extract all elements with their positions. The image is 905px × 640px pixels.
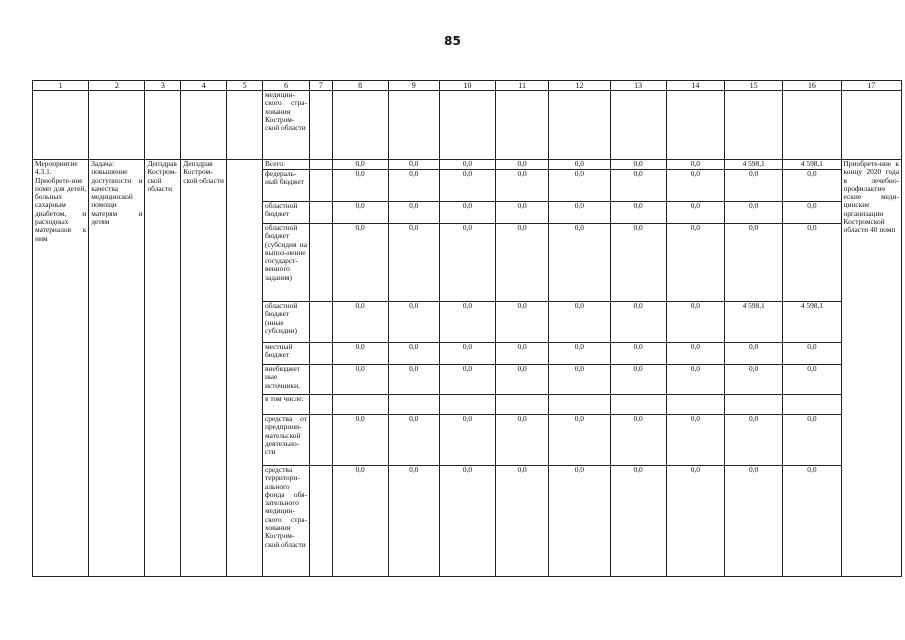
column-header: 9 xyxy=(388,81,439,91)
page-number: 85 xyxy=(444,34,461,48)
empty-cell xyxy=(725,91,783,160)
column-header: 6 xyxy=(263,81,310,91)
value-cell: 0,0 xyxy=(610,160,666,170)
empty-cell xyxy=(439,91,495,160)
value-cell: 0,0 xyxy=(610,365,666,395)
value-cell: 0,0 xyxy=(549,224,610,302)
budget-table xyxy=(32,80,902,577)
value-cell: 0,0 xyxy=(666,160,724,170)
value-cell: 0,0 xyxy=(725,466,783,577)
value-cell: 0,0 xyxy=(549,365,610,395)
value-cell: 0,0 xyxy=(496,170,549,202)
value-cell: 0,0 xyxy=(610,202,666,224)
empty-cell xyxy=(310,224,332,302)
value-cell: 0,0 xyxy=(549,170,610,202)
value-cell: 0,0 xyxy=(332,160,388,170)
value-cell: 0,0 xyxy=(666,302,724,343)
measure-name-cell: Мероприятие 4.3.1. Приобрете-ние помп для детей, больных сахарным диабетом, и расходных материалов к ним xyxy=(33,160,89,577)
source-cell: средства территори-ального фонда обя-зательного медицин-ского стра-хования Костром-ской области xyxy=(263,466,310,577)
source-cell: федераль-ный бюджет xyxy=(263,170,310,202)
value-cell xyxy=(496,395,549,415)
column-header: 13 xyxy=(610,81,666,91)
value-cell: 0,0 xyxy=(610,224,666,302)
executor-cell: Депздрав Костром-ской области xyxy=(181,160,227,577)
table-row xyxy=(33,160,902,170)
empty-cell xyxy=(841,91,901,160)
value-cell: 0,0 xyxy=(439,343,495,365)
empty-cell xyxy=(89,91,145,160)
value-cell: 0,0 xyxy=(549,415,610,466)
empty-cell xyxy=(227,91,263,160)
value-cell: 0,0 xyxy=(332,224,388,302)
value-cell: 0,0 xyxy=(610,170,666,202)
empty-cell xyxy=(332,91,388,160)
column-header: 4 xyxy=(181,81,227,91)
empty-cell xyxy=(549,91,610,160)
value-cell: 0,0 xyxy=(439,415,495,466)
value-cell: 0,0 xyxy=(332,302,388,343)
value-cell: 0,0 xyxy=(332,365,388,395)
empty-cell xyxy=(310,415,332,466)
source-cell: областной бюджет (субсидия на выпол-нение государст-венного задания) xyxy=(263,224,310,302)
value-cell: 0,0 xyxy=(610,466,666,577)
value-cell: 0,0 xyxy=(783,365,841,395)
column-header: 14 xyxy=(666,81,724,91)
value-cell: 0,0 xyxy=(496,343,549,365)
value-cell: 0,0 xyxy=(388,466,439,577)
empty-cell xyxy=(310,160,332,170)
empty-cell xyxy=(227,160,263,577)
value-cell: 0,0 xyxy=(783,466,841,577)
value-cell: 0,0 xyxy=(439,365,495,395)
empty-cell xyxy=(33,91,89,160)
empty-cell xyxy=(310,466,332,577)
empty-cell xyxy=(388,91,439,160)
empty-cell xyxy=(310,395,332,415)
value-cell xyxy=(332,395,388,415)
source-cell: в том числе: xyxy=(263,395,310,415)
value-cell: 0,0 xyxy=(496,202,549,224)
task-cell: Задача: повышение доступности и качества медицинской помощи матерям и детям xyxy=(89,160,145,577)
table-body xyxy=(33,81,902,577)
value-cell: 0,0 xyxy=(388,224,439,302)
empty-cell xyxy=(310,302,332,343)
column-header: 7 xyxy=(310,81,332,91)
empty-cell xyxy=(783,91,841,160)
value-cell: 4 598,1 xyxy=(725,302,783,343)
column-header: 8 xyxy=(332,81,388,91)
source-cell: областной бюджет xyxy=(263,202,310,224)
value-cell: 0,0 xyxy=(332,170,388,202)
value-cell xyxy=(725,395,783,415)
column-header: 10 xyxy=(439,81,495,91)
empty-cell xyxy=(181,91,227,160)
value-cell xyxy=(666,395,724,415)
value-cell: 0,0 xyxy=(549,160,610,170)
column-header: 16 xyxy=(783,81,841,91)
value-cell: 0,0 xyxy=(332,415,388,466)
empty-cell xyxy=(496,91,549,160)
value-cell: 0,0 xyxy=(783,202,841,224)
empty-cell xyxy=(666,91,724,160)
value-cell: 0,0 xyxy=(783,343,841,365)
value-cell: 0,0 xyxy=(388,415,439,466)
value-cell: 0,0 xyxy=(439,224,495,302)
continuation-row xyxy=(33,91,902,160)
source-cell: медицин-ского стра-хования Костром-ской области xyxy=(263,91,310,160)
value-cell xyxy=(610,395,666,415)
value-cell: 0,0 xyxy=(666,415,724,466)
value-cell: 0,0 xyxy=(388,365,439,395)
value-cell: 0,0 xyxy=(439,302,495,343)
empty-cell xyxy=(310,170,332,202)
column-header: 17 xyxy=(841,81,901,91)
value-cell: 0,0 xyxy=(666,170,724,202)
empty-cell xyxy=(310,343,332,365)
value-cell: 0,0 xyxy=(783,224,841,302)
value-cell: 0,0 xyxy=(496,302,549,343)
value-cell: 0,0 xyxy=(610,343,666,365)
responsible-cell: Депздрав Костром-ской области xyxy=(145,160,181,577)
value-cell: 4 598,1 xyxy=(725,160,783,170)
value-cell: 0,0 xyxy=(388,170,439,202)
value-cell: 0,0 xyxy=(783,170,841,202)
value-cell: 4 598,1 xyxy=(783,160,841,170)
value-cell: 0,0 xyxy=(666,365,724,395)
column-header: 2 xyxy=(89,81,145,91)
source-cell: местный бюджет xyxy=(263,343,310,365)
value-cell: 0,0 xyxy=(388,302,439,343)
value-cell: 0,0 xyxy=(666,202,724,224)
value-cell: 0,0 xyxy=(666,224,724,302)
value-cell xyxy=(549,395,610,415)
value-cell: 0,0 xyxy=(332,466,388,577)
value-cell xyxy=(783,395,841,415)
value-cell: 0,0 xyxy=(783,415,841,466)
value-cell: 0,0 xyxy=(549,466,610,577)
column-header: 1 xyxy=(33,81,89,91)
value-cell: 0,0 xyxy=(496,224,549,302)
column-header: 12 xyxy=(549,81,610,91)
source-cell: областной бюджет (иные субсидии) xyxy=(263,302,310,343)
value-cell: 0,0 xyxy=(496,365,549,395)
value-cell: 0,0 xyxy=(725,343,783,365)
source-cell: Всего: xyxy=(263,160,310,170)
value-cell: 0,0 xyxy=(332,343,388,365)
value-cell: 0,0 xyxy=(496,415,549,466)
value-cell: 0,0 xyxy=(725,365,783,395)
value-cell: 0,0 xyxy=(549,202,610,224)
value-cell: 0,0 xyxy=(332,202,388,224)
column-header: 3 xyxy=(145,81,181,91)
value-cell: 0,0 xyxy=(549,302,610,343)
source-cell: внебюджет ные источники, xyxy=(263,365,310,395)
value-cell: 0,0 xyxy=(610,302,666,343)
empty-cell xyxy=(610,91,666,160)
column-header: 11 xyxy=(496,81,549,91)
value-cell xyxy=(388,395,439,415)
value-cell: 0,0 xyxy=(496,160,549,170)
value-cell: 0,0 xyxy=(439,160,495,170)
value-cell: 0,0 xyxy=(439,202,495,224)
column-header: 5 xyxy=(227,81,263,91)
value-cell: 0,0 xyxy=(549,343,610,365)
value-cell: 0,0 xyxy=(388,202,439,224)
value-cell: 0,0 xyxy=(725,224,783,302)
source-cell: средства от предприни-мательской деятельно-сти xyxy=(263,415,310,466)
empty-cell xyxy=(310,202,332,224)
value-cell: 0,0 xyxy=(610,415,666,466)
empty-cell xyxy=(310,365,332,395)
empty-cell xyxy=(310,91,332,160)
value-cell: 0,0 xyxy=(496,466,549,577)
value-cell: 0,0 xyxy=(666,466,724,577)
value-cell: 0,0 xyxy=(439,466,495,577)
result-cell: Приобрете-ние к концу 2020 года в лечебно-профилактич еские меди-цинские организации Костромской области 40 помп xyxy=(841,160,901,577)
value-cell: 0,0 xyxy=(725,415,783,466)
empty-cell xyxy=(145,91,181,160)
header-row xyxy=(33,81,902,91)
value-cell: 0,0 xyxy=(439,170,495,202)
value-cell: 4 598,1 xyxy=(783,302,841,343)
value-cell: 0,0 xyxy=(725,202,783,224)
value-cell: 0,0 xyxy=(725,170,783,202)
value-cell xyxy=(439,395,495,415)
value-cell: 0,0 xyxy=(388,343,439,365)
value-cell: 0,0 xyxy=(666,343,724,365)
value-cell: 0,0 xyxy=(388,160,439,170)
column-header: 15 xyxy=(725,81,783,91)
